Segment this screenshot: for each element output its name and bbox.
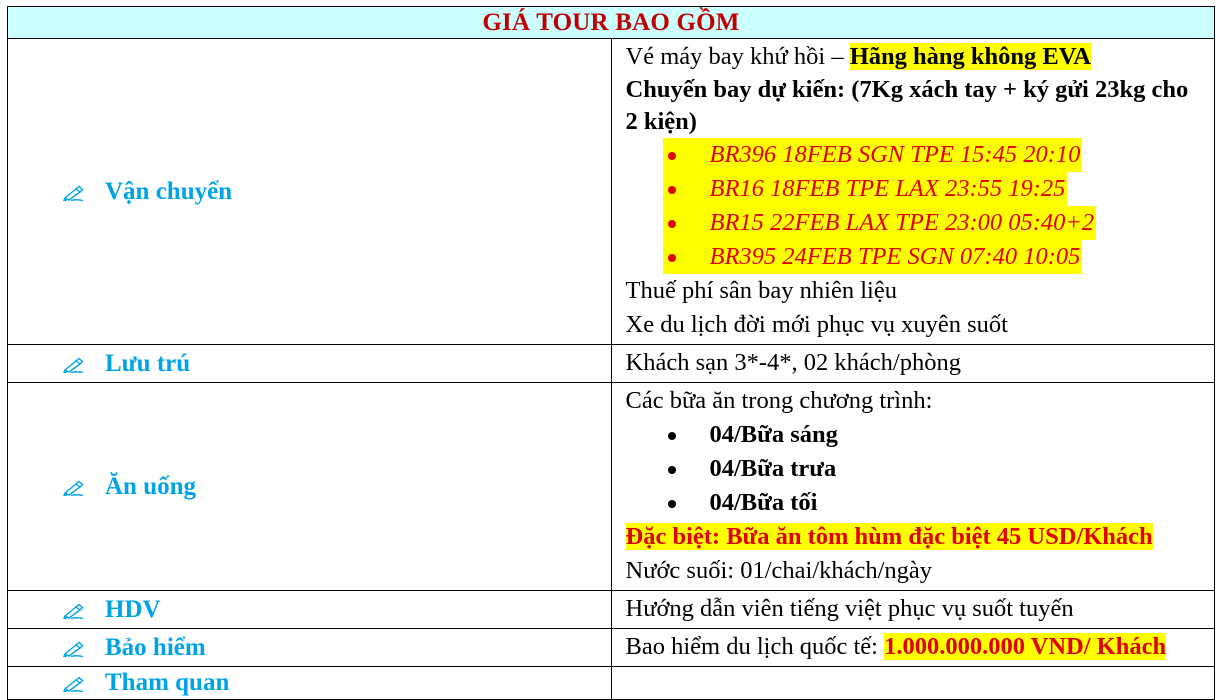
flight-list xyxy=(626,138,1201,274)
table-row xyxy=(8,345,1215,383)
row-content-meals xyxy=(611,383,1215,591)
row-label-cell xyxy=(8,345,612,383)
pencil-writing-icon xyxy=(63,598,85,626)
row-label-guide: HDV xyxy=(105,595,161,623)
insurance-amount: 1.000.000.000 VND/ Khách xyxy=(884,633,1167,660)
table-row xyxy=(8,39,1215,345)
row-label-insurance: Bảo hiểm xyxy=(105,633,206,661)
guide-detail: Hướng dẫn viên tiếng việt phục vụ suốt tuyến xyxy=(625,595,1074,622)
row-content-insurance xyxy=(611,629,1215,667)
pencil-writing-icon xyxy=(63,636,85,664)
table-row xyxy=(8,629,1215,667)
meals-intro: Các bữa ăn trong chương trình: xyxy=(625,387,933,414)
row-label-cell xyxy=(8,667,612,700)
table-title: GIÁ TOUR BAO GỒM xyxy=(482,8,740,36)
row-content-sightseeing xyxy=(611,667,1215,700)
pencil-writing-icon xyxy=(63,352,85,380)
table-row xyxy=(8,383,1215,591)
list-item: BR396 18FEB SGN TPE 15:45 20:10 xyxy=(626,138,1201,172)
ticket-prefix: Vé máy bay khứ hồi – xyxy=(625,43,850,70)
row-label-stay: Lưu trú xyxy=(105,349,191,377)
row-label-sightseeing: Tham quan xyxy=(105,669,230,696)
list-item: BR15 22FEB LAX TPE 23:00 05:40+2 xyxy=(626,206,1201,240)
water-detail: Nước suối: 01/chai/khách/ngày xyxy=(625,557,933,584)
list-item: 04/Bữa tối xyxy=(709,489,818,516)
row-content-guide xyxy=(611,591,1215,629)
airline-name: Hãng hàng không EVA xyxy=(849,43,1091,70)
row-content-stay xyxy=(611,345,1215,383)
row-label-transport: Vận chuyển xyxy=(105,177,233,205)
pencil-writing-icon xyxy=(63,475,85,503)
meal-list xyxy=(626,418,1201,520)
row-label-meals: Ăn uống xyxy=(105,472,197,500)
row-content-transport xyxy=(611,39,1215,345)
insurance-prefix: Bao hiểm du lịch quốc tế: xyxy=(625,633,885,660)
special-meal: Đặc biệt: Bữa ăn tôm hùm đặc biệt 45 USD/Khách xyxy=(625,523,1153,550)
row-label-cell xyxy=(8,383,612,591)
airport-tax: Thuế phí sân bay nhiên liệu xyxy=(625,277,897,304)
list-item: 04/Bữa sáng xyxy=(709,421,838,448)
hotel-detail: Khách sạn 3*-4*, 02 khách/phòng xyxy=(625,349,961,376)
list-item: BR395 24FEB TPE SGN 07:40 10:05 xyxy=(626,240,1201,274)
row-label-cell xyxy=(8,39,612,345)
row-label-cell xyxy=(8,591,612,629)
pencil-writing-icon xyxy=(63,671,85,699)
row-label-cell xyxy=(8,629,612,667)
pencil-writing-icon xyxy=(63,180,85,208)
list-item: 04/Bữa trưa xyxy=(709,455,837,482)
list-item: BR16 18FEB TPE LAX 23:55 19:25 xyxy=(626,172,1201,206)
table-header xyxy=(8,7,1215,39)
table-row xyxy=(8,591,1215,629)
tour-bus: Xe du lịch đời mới phục vụ xuyên suốt xyxy=(625,311,1008,338)
flight-schedule-heading: Chuyến bay dự kiến: (7Kg xách tay + ký gửi 23kg cho 2 kiện) xyxy=(625,76,1189,135)
tour-inclusions-table xyxy=(7,6,1215,700)
table-row xyxy=(8,667,1215,700)
